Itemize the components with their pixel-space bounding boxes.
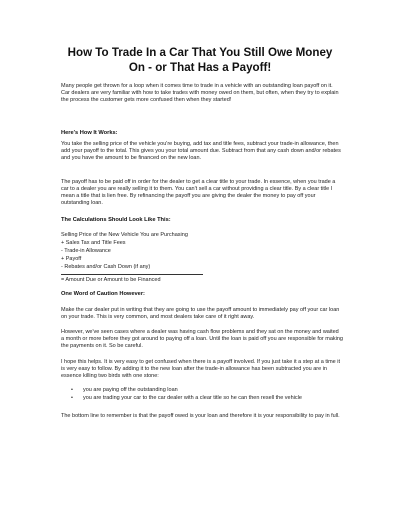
how-it-works-paragraph-2: The payoff has to be paid off in order for the dealer to get a clear title to your trade. In essence, when you trade a car to a dealer you are really selling it to them. You can't sell a car without providing a clear title. By a clear title I mean a title that is lien free. By refinancing the payoff you are giving the dealer the money to pay off your outstanding loan. — [61, 179, 336, 207]
calc-line-selling-price: Selling Price of the New Vehicle You are Purchasing — [61, 232, 188, 238]
bullet-icon: • — [71, 395, 73, 402]
bullet-text: you are paying off the outstanding loan — [83, 387, 178, 393]
bullet-text: you are trading your car to the car dealer with a clear title so he can then resell the vehicle — [83, 395, 302, 402]
bullet-icon: • — [71, 387, 73, 393]
calc-line-result: = Amount Due or Amount to be Financed — [61, 277, 161, 283]
calc-line-trade-in: - Trade-in Allowance — [61, 248, 111, 254]
closing-paragraph: The bottom line to remember is that the payoff owed is your loan and therefore it is your responsibility to pay in full. — [61, 413, 340, 419]
list-item — [61, 395, 351, 402]
calc-line-rebates: - Rebates and/or Cash Down (if any) — [61, 264, 151, 270]
caution-paragraph-3: I hope this helps. It is very easy to get confused when there is a payoff involved. If you just take it a step at a time it is very easy to follow. By adding it to the new loan after the trade-in allowance has been subtracted you are in essence killing two birds with one stone: — [61, 359, 341, 380]
title-line-1: How To Trade In a Car That You Still Owe Money — [67, 46, 333, 59]
page-title — [20, 46, 380, 75]
caution-paragraph-1: Make the car dealer put in writing that they are going to use the payoff amount to immediately pay off your car loan on your trade. This is very common, and most dealers take care of it right away. — [61, 307, 340, 321]
intro-paragraph: Many people get thrown for a loop when it comes time to trade in a vehicle with an outstanding loan payoff on it. Car dealers are very familiar with how to take trades with money owed on them, but often, when they try to explain the process the customer gets more confused then when they started! — [61, 83, 339, 104]
calculation-divider — [61, 274, 203, 275]
how-it-works-paragraph-1: You take the selling price of the vehicle you're buying, add tax and title fees, subtract your trade-in allowance, then add your payoff to the total. This gives you your total amount due. Subtract from that any cash down and/or rebates and you have the amount to be financed on the new loan. — [61, 141, 341, 162]
calc-line-payoff: + Payoff — [61, 256, 82, 262]
caution-bullet-list — [61, 387, 351, 403]
section-heading-how-it-works: Here's How It Works: — [61, 130, 118, 136]
section-heading-caution: One Word of Caution However: — [61, 291, 145, 297]
section-heading-calculations: The Calculations Should Look Like This: — [61, 217, 171, 223]
list-item — [61, 387, 351, 394]
caution-paragraph-2: However, we've seen cases where a dealer was having cash flow problems and they sat on the money and waited a month or more before they got around to paying off a loan. Until the loan is paid off you are responsible for making the payments on it. So be careful. — [61, 329, 343, 350]
title-line-2: On - or That Has a Payoff! — [128, 60, 272, 74]
calc-line-tax-title: + Sales Tax and Title Fees — [61, 240, 126, 246]
